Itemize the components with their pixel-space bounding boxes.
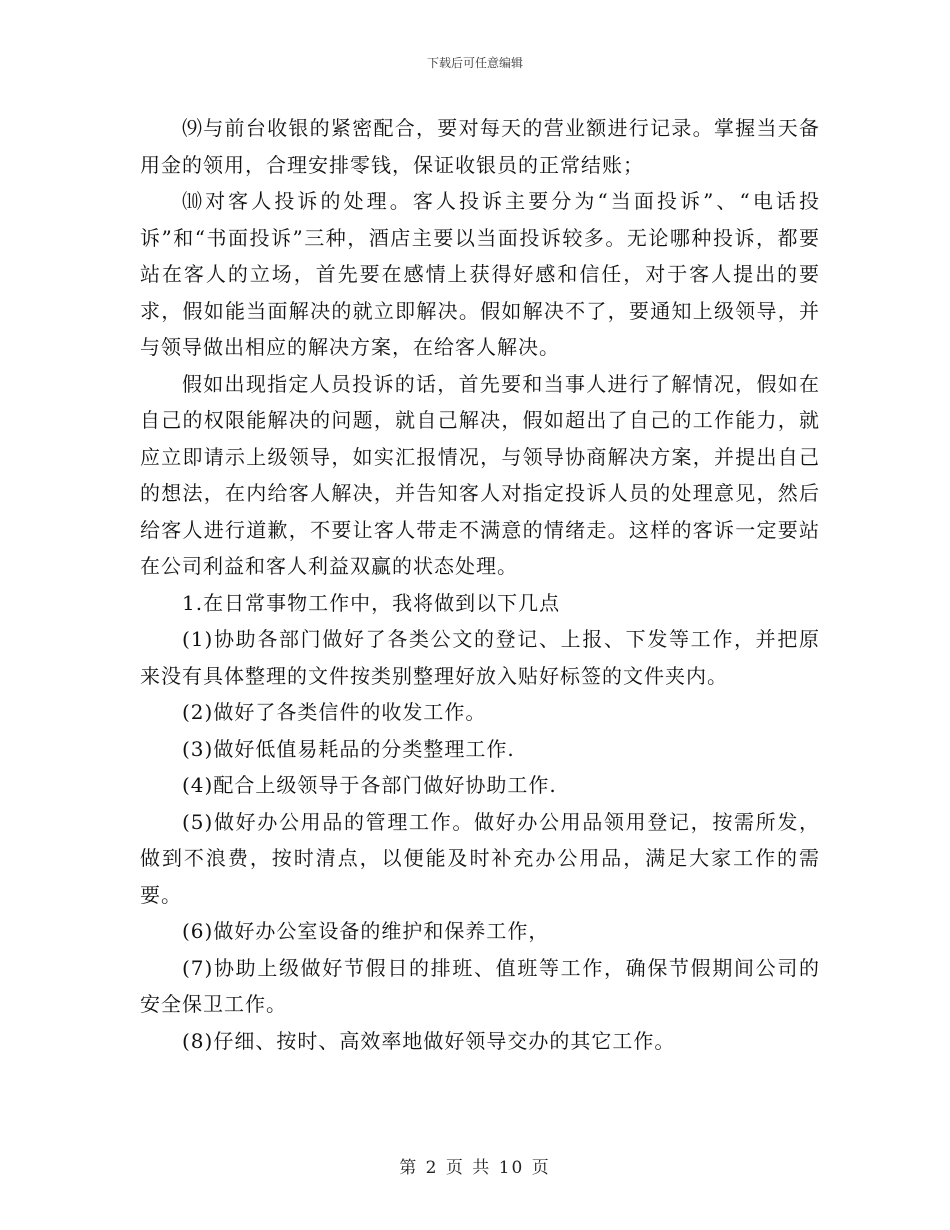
paragraph-10-complaint-handling: ⑽对客人投诉的处理。客人投诉主要分为“当面投诉”、“电话投诉”和“书面投诉”三种，酒店主要以当面投诉较多。无论哪种投诉，都要站在客人的立场，首先要在感情上获得好感和信任，对于客人提出的要求，假如能当面解决的就立即解决。假如解决不了，要通知上级领导，并与领导做出相应的解决方案，在给客人解决。 <box>140 189 820 359</box>
paragraph-item-3-consumables: (3)做好低值易耗品的分类整理工作. <box>182 736 515 761</box>
paragraph-item-8-other-tasks: (8)仔细、按时、高效率地做好领导交办的其它工作。 <box>182 1028 676 1053</box>
paragraph-item-4-assist: (4)配合上级领导于各部门做好协助工作. <box>182 773 557 797</box>
paragraph-item-1-documents: (1)协助各部门做好了各类公文的登记、上报、下发等工作，并把原来没有具体整理的文件按类别整理好放入贴好标签的文件夹内。 <box>140 627 820 688</box>
page-header: 下载后可任意编辑 <box>426 56 523 70</box>
document-body <box>140 110 820 1059</box>
paragraph-9-cashier-coordination: ⑼与前台收银的紧密配合，要对每天的营业额进行记录。掌握当天备用金的领用，合理安排零钱，保证收银员的正常结账； <box>140 116 820 177</box>
page-number-footer: 第 2 页 共 10 页 <box>399 1158 551 1178</box>
paragraph-designated-staff-complaint: 假如出现指定人员投诉的话，首先要和当事人进行了解情况，假如在自己的权限能解决的问题，就自己解决，假如超出了自己的工作能力，就应立即请示上级领导，如实汇报情况，与领导协商解决方案，并提出自己的想法，在内给客人解决，并告知客人对指定投诉人员的处理意见，然后给客人进行道歉，不要让客人带走不满意的情绪走。这样的客诉一定要站在公司利益和客人利益双赢的状态处理。 <box>140 371 820 578</box>
paragraph-item-2-mail: (2)做好了各类信件的收发工作。 <box>182 700 487 724</box>
paragraph-item-7-scheduling: (7)协助上级做好节假日的排班、值班等工作，确保节假期间公司的安全保卫工作。 <box>140 955 820 1016</box>
paragraph-item-6-equipment: (6)做好办公室设备的维护和保养工作， <box>182 919 550 943</box>
paragraph-daily-affairs-heading: 1.在日常事物工作中，我将做到以下几点 <box>182 590 561 615</box>
paragraph-item-5-office-supplies: (5)做好办公用品的管理工作。做好办公用品领用登记，按需所发，做到不浪费，按时清点，以便能及时补充办公用品，满足大家工作的需要。 <box>140 809 820 907</box>
